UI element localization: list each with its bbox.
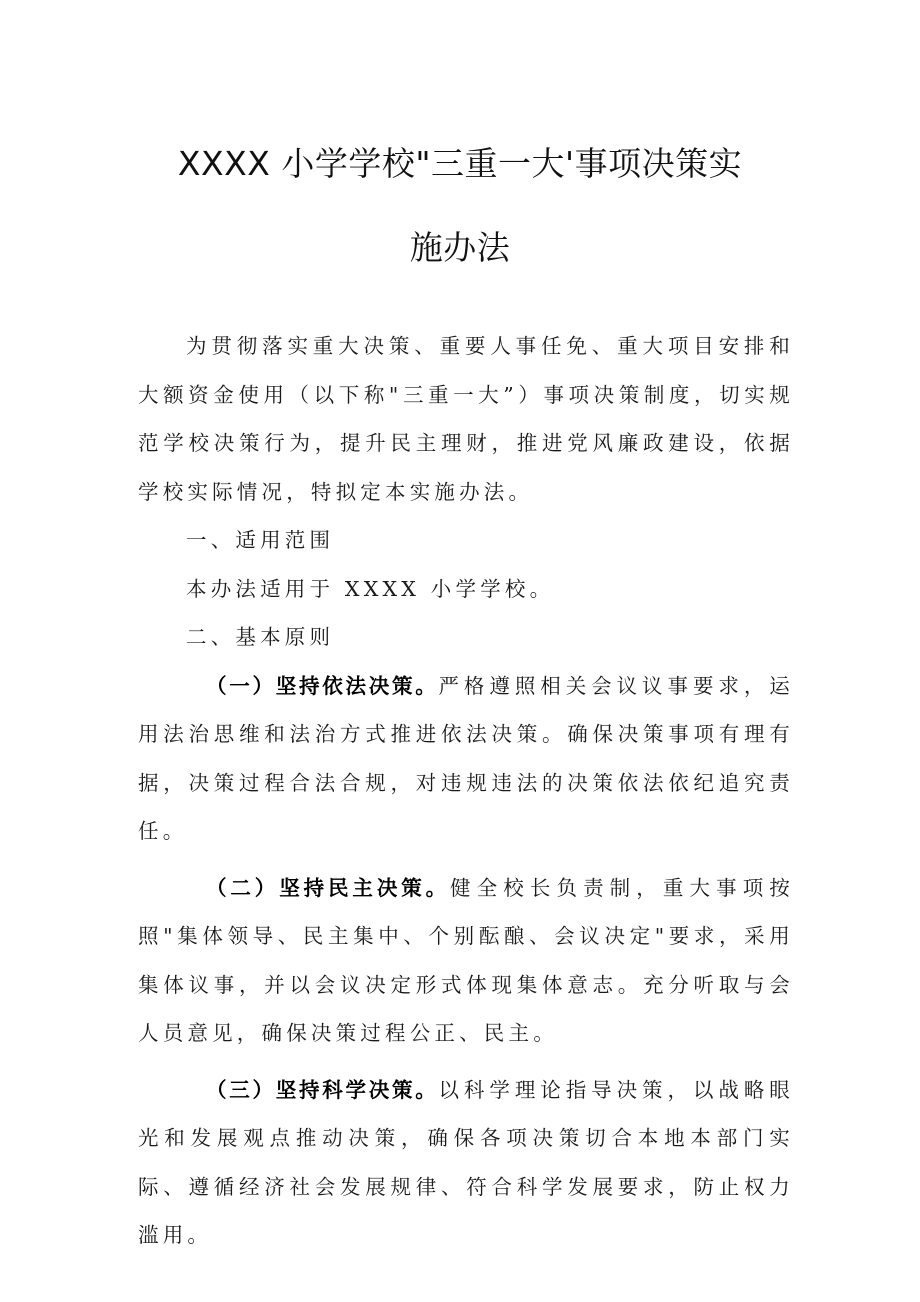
section-2-heading: 二、基本原则	[186, 625, 335, 649]
document-title-line-1: XXXX 小学学校"三重一大'事项决策实	[177, 144, 743, 183]
principle-2-text: 健全校长负责制，重大事项按照"集体领导、民主集中、个别酝酿、会议决定"要求，采用集体议事，并以会议决定形式体现集体意志。充分听取与会人员意见，确保决策过程公正、民主。	[138, 875, 794, 1045]
principle-1-lead: （一）坚持依法决策。	[206, 673, 439, 698]
principle-1-text: 严格遵照相关会议议事要求，运用法治思维和法治方式推进依法决策。确保决策事项有理有据，决策过程合法合规，对违规违法的决策依法依纪追究责任。	[138, 673, 794, 843]
document-body	[138, 322, 794, 1260]
principle-1-paragraph	[138, 662, 794, 856]
principle-2-lead: （二）坚持民主决策。	[206, 875, 451, 900]
principle-3-paragraph	[138, 1066, 794, 1260]
document-title-line-2: 施办法	[409, 228, 511, 267]
intro-paragraph: 为贯彻落实重大决策、重要人事任免、重大项目安排和大额资金使用（以下称"三重一大”）事项决策制度，切实规范学校决策行为，提升民主理财，推进党风廉政建设，依据学校实际情况，特拟定本实施办法。	[138, 334, 794, 504]
principle-2-paragraph	[138, 864, 794, 1058]
section-1-text: 本办法适用于 XXXX 小学学校。	[186, 576, 555, 601]
section-1-heading: 一、适用范围	[186, 528, 335, 552]
principle-3-text: 以科学理论指导决策，以战略眼光和发展观点推动决策，确保各项决策切合本地本部门实际、遵循经济社会发展规律、符合科学发展要求，防止权力滥用。	[138, 1077, 794, 1247]
principle-3-lead: （三）坚持科学决策。	[206, 1077, 439, 1102]
